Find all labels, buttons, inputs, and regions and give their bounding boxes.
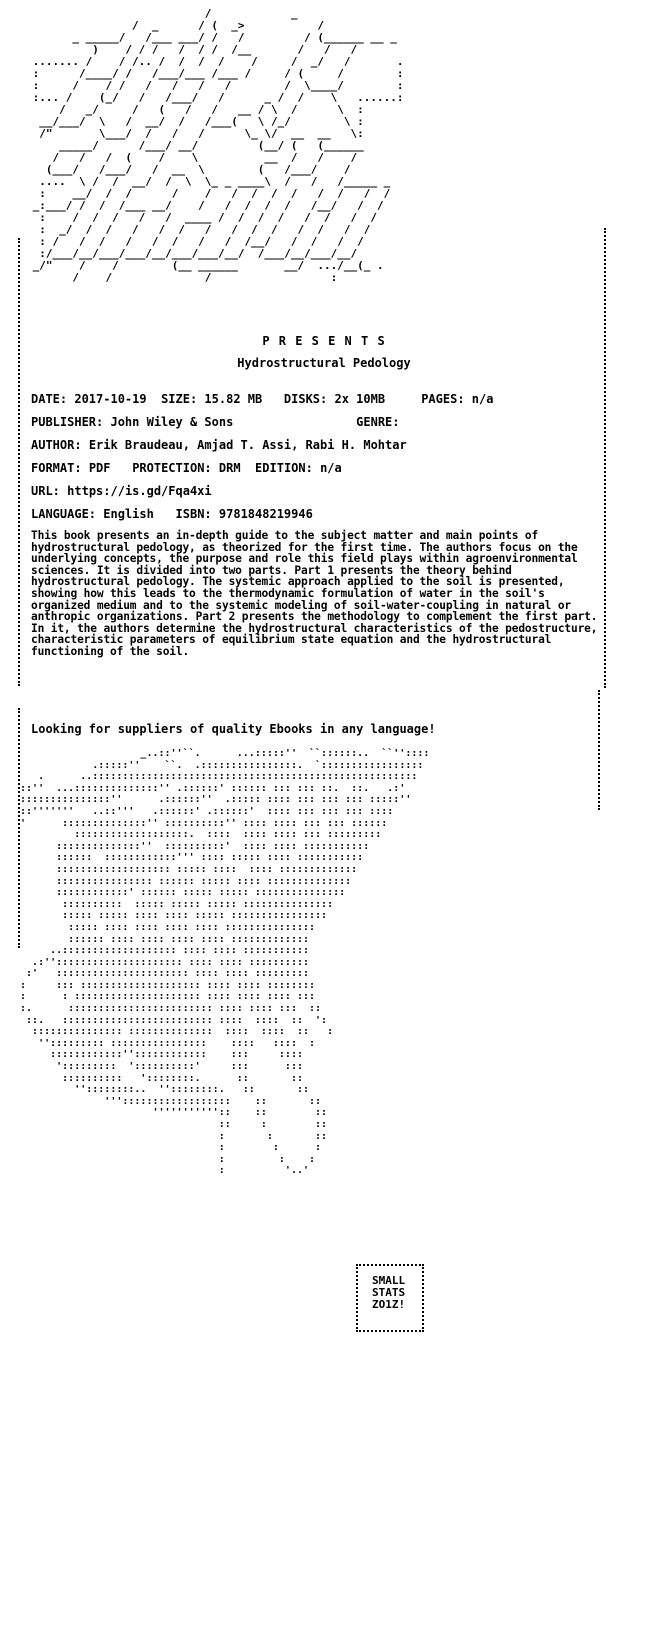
edition-label: EDITION: [255,461,313,475]
pages-label: PAGES: [421,392,465,406]
info-line-url [31,484,212,498]
group-logo-ascii-art: / _ / _ / ( _> / _ _____/ /___ ___/ / / / (______ __ _ ) / / / / / / /__ / / / ....... / / /.. / / / / / / _/ / . : /____/ / /___/___ /___ / / ( / : : / / / / / / / / \____/ : :... / (_/ / /___/ / _ / / \ ......: / _/ / ( / / __ / \ / \ : __/___/ \ / __/ / /___( \ /_/ \ : /" \___/ / / / \_ \/ __ __ \: _____/ /___/ __/ (__/ ( (______ / / / ( / \ __ / / / (___/ /___/ / __ \ ( /___/ / .... \ / / __/ / \ \_ _ ____\ / / /_____ _ : __/ / / / / / / / / / / / / _:___/ / / /___ __/ / / / / / /__/ / / : / / / / / ____ / / / / / / / / : _/ / / / / / / / / / / / / / : / / / / / / / / /__/ / / / / :/___/__/___/___/__/___/___/__/ /___/__/___/__/ _/" / / (__ ______ __/ .../__(_ . / / / : [32,7,404,284]
format-label: FORMAT: [31,461,82,475]
url-value[interactable]: https://is.gd/Fqa4xi [67,484,212,498]
language-value: English [103,507,154,521]
info-line-author [31,438,407,452]
frame-left-border [18,238,20,686]
size-value: 15.82 MB [204,392,263,406]
date-value: 2017-10-19 [74,392,147,406]
format-value: PDF [88,461,111,475]
book-description: This book presents an in-depth guide to the subject matter and main points of hydrostructural pedology, as theorized for the first time. The authors focus on the underlying concepts, the purpose and role this field plays within agroenvironmental sciences. It is divided into two parts. Part 1 presents the theory behind hydrostructural pedology. The systemic approach applied to the soil is presented, showing how this leads to the thermodynamic formulation of water in the soil's organized medium and to the systemic modeling of soil-water-coupling in natural or anthropic organizations. Part 2 presents the methodology to complement the first part. In it, the authors determine the hydrostructural characteristics of the pedostructure, characteristic parameters of equilibrium state equation and the hydrostructural functioning of the soil. [31,529,598,658]
small-stats-badge [356,1264,424,1332]
book-title: Hydrostructural Pedology [237,356,411,370]
info-line-format [31,461,342,475]
info-line-language [31,507,313,521]
size-label: SIZE: [161,392,198,406]
stats-line-2: STATS [372,1286,406,1299]
publisher-label: PUBLISHER: [31,415,104,429]
stats-line-1: SMALL [372,1274,406,1287]
info-line-date [31,392,493,406]
lower-frame-right-border [598,690,600,810]
isbn-value: 9781848219946 [218,507,313,521]
isbn-label: ISBN: [175,507,212,521]
pages-value: n/a [471,392,494,406]
author-label: AUTHOR: [31,438,82,452]
presents-label: P R E S E N T S [262,334,386,348]
author-value: Erik Braudeau, Amjad T. Assi, Rabi H. Mohtar [88,438,407,452]
disks-value: 2x 10MB [334,392,386,406]
publisher-value: John Wiley & Sons [110,415,234,429]
url-label: URL: [31,484,60,498]
edition-value: n/a [320,461,342,475]
frame-right-border [604,228,606,688]
language-label: LANGUAGE: [31,507,97,521]
info-line-publisher [31,415,407,429]
stats-line-3: ZO1Z! [372,1298,406,1311]
protection-value: DRM [218,461,241,475]
protection-label: PROTECTION: [132,461,212,475]
suppliers-notice: Looking for suppliers of quality Ebooks in any language! [31,722,436,736]
genre-label: GENRE: [356,415,400,429]
octopus-ascii-art: _..::''``. ...:::::'' ``::::::.. ``'':::: .:::::'' ``. .::::::::::::::::. `::::::::::::::::: . ..:::::::::::::::::::::::::::::::::::::::::::::::::::::: ::'' ...::::::::::::::'' .::::::' :::::: ::: ::: ::. ::. .:' :::::::::::::::'' .::::::'' .::::: :::: ::: ::: ::: :::::'' ::''''''' ..::''' .::::::' .::::::' :::: ::: ::: ::: :::: ' ::::::::::::::'' ::::::::::'' :::: :::: ::: ::: :::::: :::::::::::::::::::. :::: :::: :::: ::: ::::::::: ::::::::::::::'' ::::::::::' :::: :::: ::::::::::: :::::: ::::::::::::''' :::: ::::: :::: ::::::::::: ::::::::::::::::::: ::::: :::: :::: ::::::::::::: :::::::::::::::: :::::: ::::: :::: :::::::::::::: ::::::::::::' :::::: ::::: ::::: ::::::::::::::: :::::::::: ::::: ::::: ::::: ::::::::::::::: ::::: ::::: :::: :::: ::::: :::::::::::::::: ::::: :::: :::: :::: :::: ::::::::::::::: :::::: :::: :::: :::: :::: ::::::::::::: ..::::::::::::::::::: :::: :::: ::::::::::: .:''::::::::::::::::::::: :::: :::: :::::::::: :' :::::::::::::::::::::: :::: :::: ::::::::: : ::: :::::::::::::::::::: :::: :::: :::::::: : : ::::::::::::::::::::: :::: :::: :::: ::: :. :::::::::::::::::::::::: :::: :::: ::: :: ::. ::::::::::::::::::::::::: :::: :::: :: ': ::::::::::::::: :::::::::::::: :::: :::: :: : ''::::::::: :::::::::::::::: :::: :::: : ::::::::::::'':::::::::::: ::: :::: '::::::::: '::::::::::' ::: ::: :::::::::: '::::::::. :: :: ''::::::::.. ''::::::::. :: :: ''':::::::::::::::::: :: :: ''''''''''':: :: :: :: : :: : : :: : : : : : : : '..' [20,748,430,1177]
disks-label: DISKS: [283,392,328,406]
date-label: DATE: [31,392,68,406]
